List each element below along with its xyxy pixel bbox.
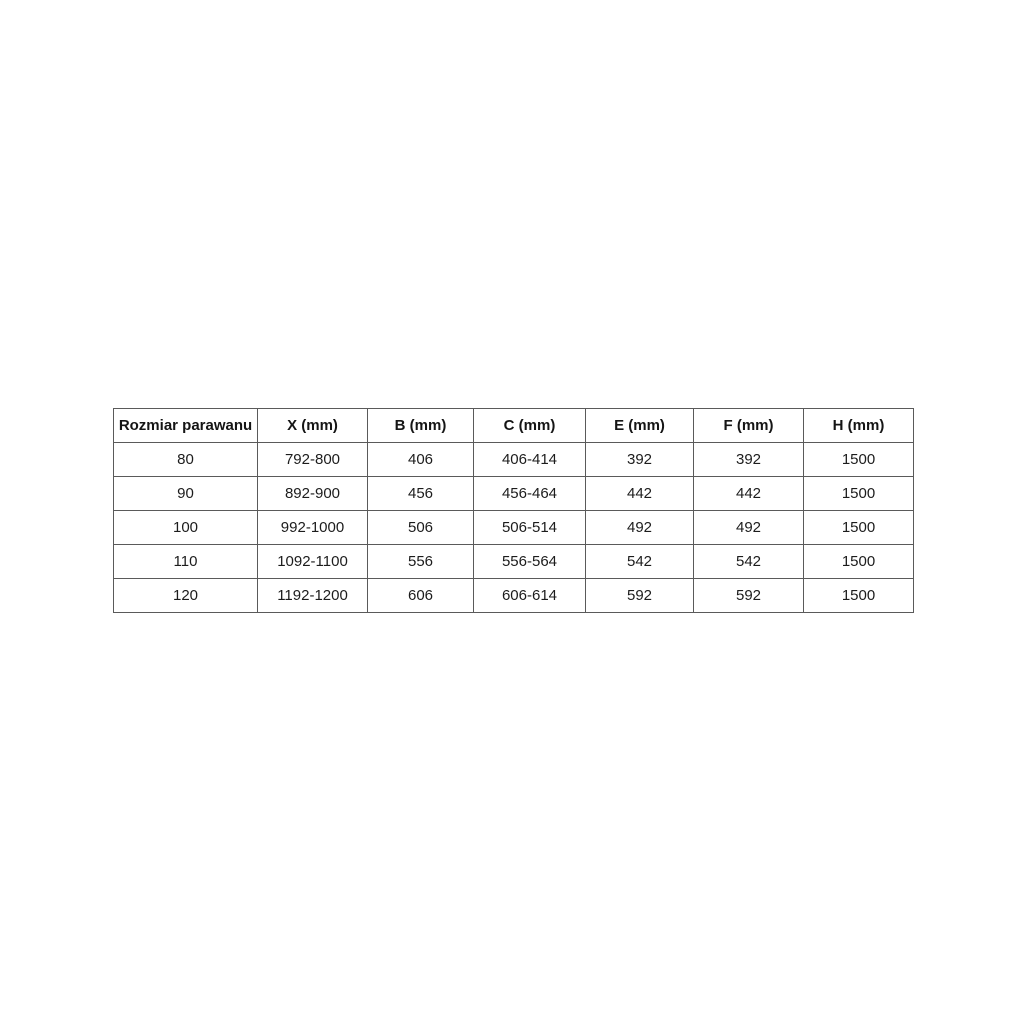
header-cell-f-mm: F (mm) — [694, 409, 804, 443]
table-cell: 80 — [114, 443, 258, 477]
table-cell: 592 — [586, 579, 694, 613]
table-cell: 456 — [368, 477, 474, 511]
table-cell: 592 — [694, 579, 804, 613]
table-cell: 90 — [114, 477, 258, 511]
table-cell: 506-514 — [474, 511, 586, 545]
table-header-row — [114, 409, 914, 443]
table-cell: 556-564 — [474, 545, 586, 579]
table-cell: 110 — [114, 545, 258, 579]
table-cell: 542 — [694, 545, 804, 579]
table-cell: 1500 — [804, 443, 914, 477]
table-cell: 556 — [368, 545, 474, 579]
table-cell: 1500 — [804, 545, 914, 579]
table-cell: 392 — [694, 443, 804, 477]
table-row — [114, 443, 914, 477]
table-cell: 792-800 — [258, 443, 368, 477]
table-row — [114, 477, 914, 511]
table-cell: 406-414 — [474, 443, 586, 477]
header-cell-h-mm: H (mm) — [804, 409, 914, 443]
table-cell: 992-1000 — [258, 511, 368, 545]
table-cell: 1500 — [804, 511, 914, 545]
table-row — [114, 579, 914, 613]
table-row — [114, 545, 914, 579]
table-cell: 406 — [368, 443, 474, 477]
header-cell-e-mm: E (mm) — [586, 409, 694, 443]
table-cell: 442 — [586, 477, 694, 511]
table-cell: 456-464 — [474, 477, 586, 511]
table-cell: 606-614 — [474, 579, 586, 613]
table-cell: 892-900 — [258, 477, 368, 511]
table-cell: 1500 — [804, 579, 914, 613]
table-row — [114, 511, 914, 545]
table-cell: 392 — [586, 443, 694, 477]
table-cell: 442 — [694, 477, 804, 511]
table-cell: 100 — [114, 511, 258, 545]
table-cell: 1500 — [804, 477, 914, 511]
header-cell-c-mm: C (mm) — [474, 409, 586, 443]
table-cell: 492 — [694, 511, 804, 545]
header-cell-x-mm: X (mm) — [258, 409, 368, 443]
table-cell: 492 — [586, 511, 694, 545]
header-cell-b-mm: B (mm) — [368, 409, 474, 443]
table-cell: 506 — [368, 511, 474, 545]
table-cell: 1092-1100 — [258, 545, 368, 579]
table-cell: 120 — [114, 579, 258, 613]
table-cell: 542 — [586, 545, 694, 579]
size-spec-table — [113, 408, 914, 613]
table-cell: 1192-1200 — [258, 579, 368, 613]
table-cell: 606 — [368, 579, 474, 613]
header-cell-rozmiar-parawanu: Rozmiar parawanu — [114, 409, 258, 443]
